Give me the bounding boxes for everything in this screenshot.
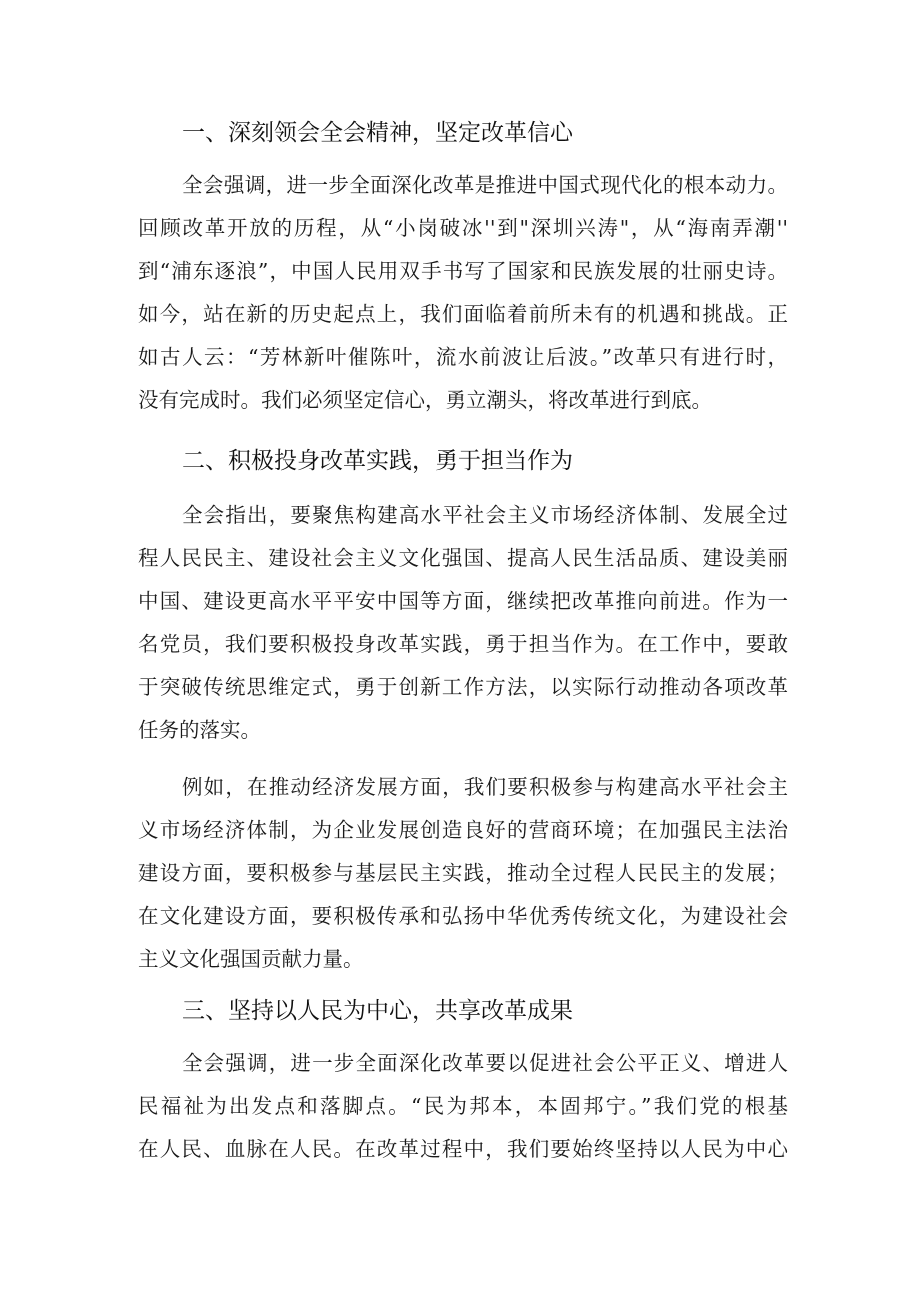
text-line: 没有完成时。我们必须坚定信心，勇立潮头，将改革进行到底。	[138, 388, 712, 412]
text-line: 如古人云：“芳林新叶催陈叶，流水前波让后波。”改革只有进行时，	[138, 345, 788, 369]
section-3-heading: 三、坚持以人民为中心，共享改革成果	[182, 998, 573, 1024]
text-line: 回顾改革开放的历程，从“小岗破冰''到"深圳兴涛"，从“海南弄潮''	[138, 216, 788, 240]
text-line: 全会强调，进一步全面深化改革要以促进社会公平正义、增进人	[182, 1051, 788, 1075]
text-line: 名党员，我们要积极投身改革实践，勇于担当作为。在工作中，要敢	[138, 632, 788, 656]
text-line: 在人民、血脉在人民。在改革过程中，我们要始终坚持以人民为中心	[138, 1137, 788, 1161]
text-line: 主义文化强国贡献力量。	[138, 947, 364, 971]
text-line: 任务的落实。	[138, 718, 261, 742]
text-line: 建设方面，要积极参与基层民主实践，推动全过程人民民主的发展；	[138, 861, 788, 885]
text-line: 如今，站在新的历史起点上，我们面临着前所未有的机遇和挑战。正	[138, 302, 788, 326]
text-line: 例如，在推动经济发展方面，我们要积极参与构建高水平社会主	[182, 775, 788, 799]
text-line: 程人民民主、建设社会主义文化强国、提高人民生活品质、建设美丽	[138, 546, 788, 570]
section-1-heading: 一、深刻领会全会精神，坚定改革信心	[182, 120, 573, 146]
text-line: 义市场经济体制，为企业发展创造良好的营商环境；在加强民主法治	[138, 818, 788, 842]
text-line: 在文化建设方面，要积极传承和弘扬中华优秀传统文化，为建设社会	[138, 904, 788, 928]
section-2-heading: 二、积极投身改革实践，勇于担当作为	[182, 448, 573, 474]
text-line: 全会指出，要聚焦构建高水平社会主义市场经济体制、发展全过	[182, 503, 788, 527]
text-line: 于突破传统思维定式，勇于创新工作方法，以实际行动推动各项改革	[138, 675, 788, 699]
section-1-paragraph-1	[138, 164, 788, 422]
text-line: 民福祉为出发点和落脚点。“民为邦本，本固邦宁。”我们党的根基	[138, 1094, 788, 1118]
section-2-paragraph-1	[138, 494, 788, 752]
section-2-paragraph-2	[138, 766, 788, 981]
section-3-paragraph-1	[138, 1042, 788, 1171]
text-line: 到“浦东逐浪”，中国人民用双手书写了国家和民族发展的壮丽史诗。	[138, 259, 788, 283]
text-line: 中国、建设更高水平平安中国等方面，继续把改革推向前进。作为一	[138, 589, 788, 613]
text-line: 全会强调，进一步全面深化改革是推进中国式现代化的根本动力。	[182, 173, 788, 197]
